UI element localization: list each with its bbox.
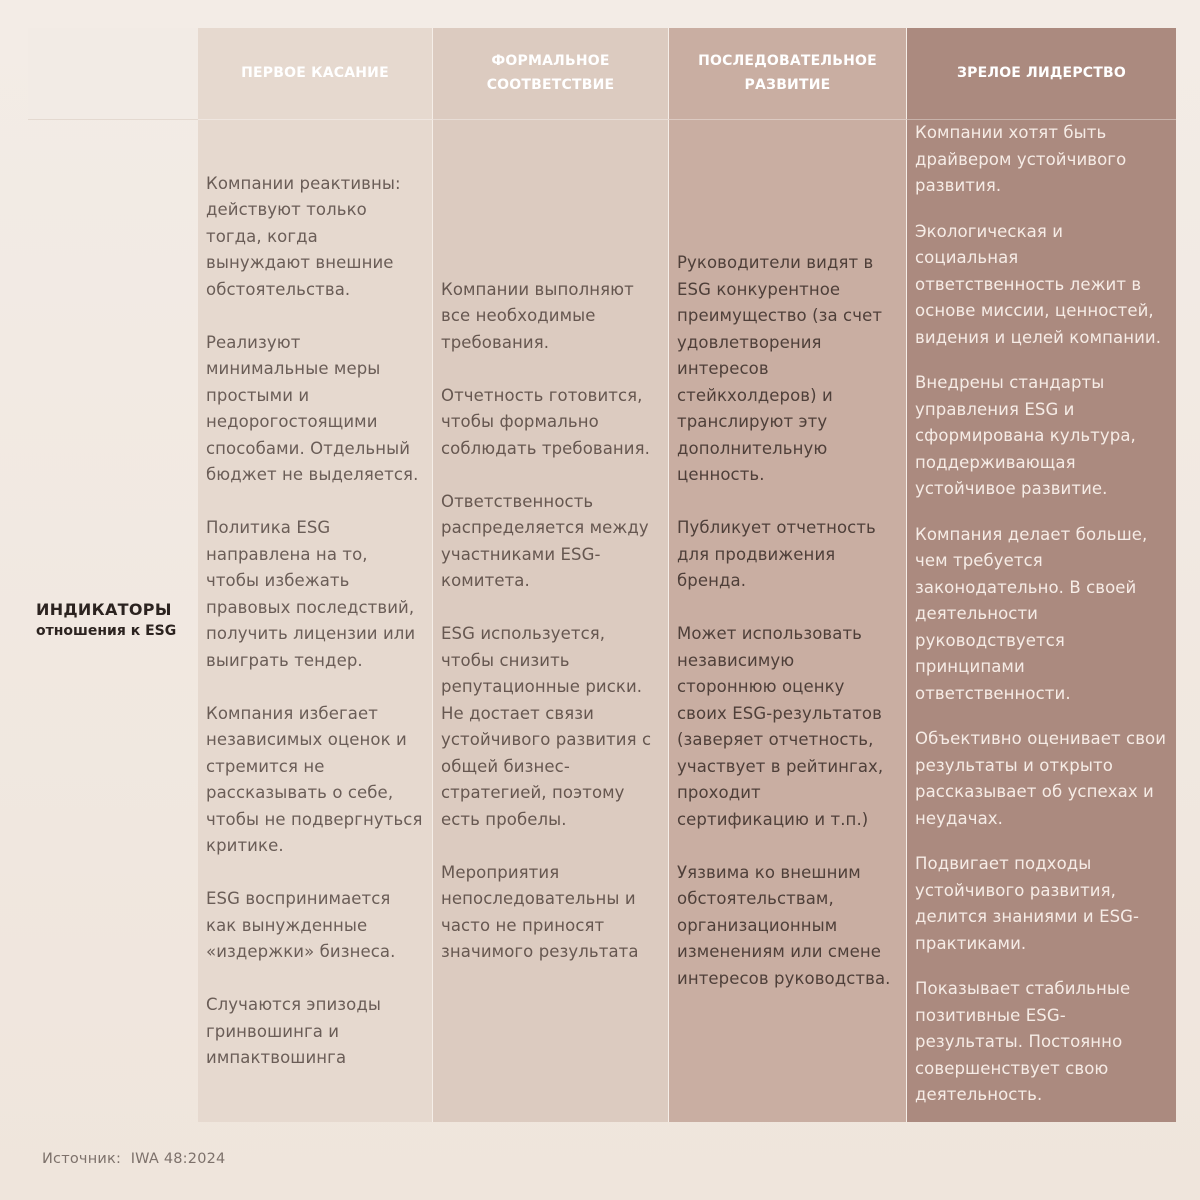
cell-paragraph: Подвигает подходы устойчивого развития, делится знаниями и ESG-практиками. xyxy=(915,854,1140,953)
cell-paragraph: Реализуют минимальные меры простыми и недорогостоящими способами. Отдельный бюджет не выделяется. xyxy=(206,332,419,484)
cell-paragraph: Компании реактивны: действуют только тогда, когда вынуждают внешние обстоятельства. xyxy=(206,173,401,299)
row-label-subtitle: отношения к ESG xyxy=(36,623,177,640)
column-body-mature-leadership xyxy=(906,120,1176,1122)
cell-paragraph: Отчетность готовится, чтобы формально соблюдать требования. xyxy=(441,385,651,458)
cell-paragraph: Внедрены стандарты управления ESG и сформирована культура, поддерживающая устойчивое развитие. xyxy=(915,373,1136,498)
cell-paragraph: Публикует отчетность для продвижения бренда. xyxy=(677,518,876,590)
cell-paragraph: Показывает стабильные позитивные ESG-результаты. Постоянно совершенствует свою деятельность. xyxy=(915,979,1131,1104)
cell-paragraph: Компания делает больше, чем требуется законодательно. В своей деятельности руководствуется принципами ответственности. xyxy=(915,524,1148,703)
source-value: IWA 48:2024 xyxy=(130,1151,226,1167)
column-header-formal-compliance: ФОРМАЛЬНОЕ СООТВЕТСТВИЕ xyxy=(432,28,668,120)
cell-paragraph: Компании выполняют все необходимые требования. xyxy=(441,279,634,352)
column-header-first-touch: ПЕРВОЕ КАСАНИЕ xyxy=(198,28,432,120)
cell-paragraph: Уязвима ко внешним обстоятельствам, организационным изменениям или смене интересов руководства. xyxy=(677,862,891,988)
cell-paragraph: Объективно оценивает свои результаты и открыто рассказывает об успехах и неудачах. xyxy=(915,729,1167,828)
column-body-consistent-development xyxy=(668,120,906,1122)
cell-paragraph: Политика ESG направлена на то, чтобы избежать правовых последствий, получить лицензии или выиграть тендер. xyxy=(206,518,416,670)
cell-paragraph: ESG воспринимается как вынужденные «издержки» бизнеса. xyxy=(206,889,396,961)
cell-paragraph: Экологическая и социальная ответственность лежит в основе миссии, ценностей, видения и целей компании. xyxy=(915,221,1162,347)
row-label xyxy=(36,601,176,641)
cell-paragraph: ESG используется, чтобы снизить репутационные риски. Не достает связи устойчивого развития с общей бизнес-стратегией, поэтому есть пробелы. xyxy=(441,624,652,829)
cell-paragraph: Случаются эпизоды гринвошинга и импактвошинга xyxy=(206,995,382,1067)
cell-paragraph: Компания избегает независимых оценок и стремится не рассказывать о себе, чтобы не подвергнуться критике. xyxy=(206,703,423,855)
cell-paragraph: Руководители видят в ESG конкурентное преимущество (за счет удовлетворения интересов стейкхолдеров) и транслируют эту дополнительную ценность. xyxy=(677,253,883,484)
row-label-cell xyxy=(28,120,198,1122)
cell-paragraph: Мероприятия непоследовательны и часто не приносят значимого результата xyxy=(441,862,639,961)
column-header-mature-leadership: ЗРЕЛОЕ ЛИДЕРСТВО xyxy=(906,28,1176,120)
column-body-formal-compliance xyxy=(432,120,668,1122)
source-note xyxy=(42,1151,225,1167)
cell-paragraph: Ответственность распределяется между участниками ESG-комитета. xyxy=(441,491,649,590)
column-header-consistent-development: ПОСЛЕДОВАТЕЛЬНОЕ РАЗВИТИЕ xyxy=(668,28,906,120)
cell-paragraph: Компании хотят быть драйвером устойчивого развития. xyxy=(915,123,1127,195)
source-label: Источник: xyxy=(42,1151,122,1167)
column-body-first-touch xyxy=(198,120,432,1122)
row-label-title: ИНДИКАТОРЫ xyxy=(36,600,172,620)
cell-paragraph: Может использовать независимую стороннюю оценку своих ESG-результатов (заверяет отчетность, участвует в рейтингах, проходит сертификацию и т.п.) xyxy=(677,624,884,829)
esg-maturity-table xyxy=(28,28,1176,1122)
table-corner xyxy=(28,28,198,120)
